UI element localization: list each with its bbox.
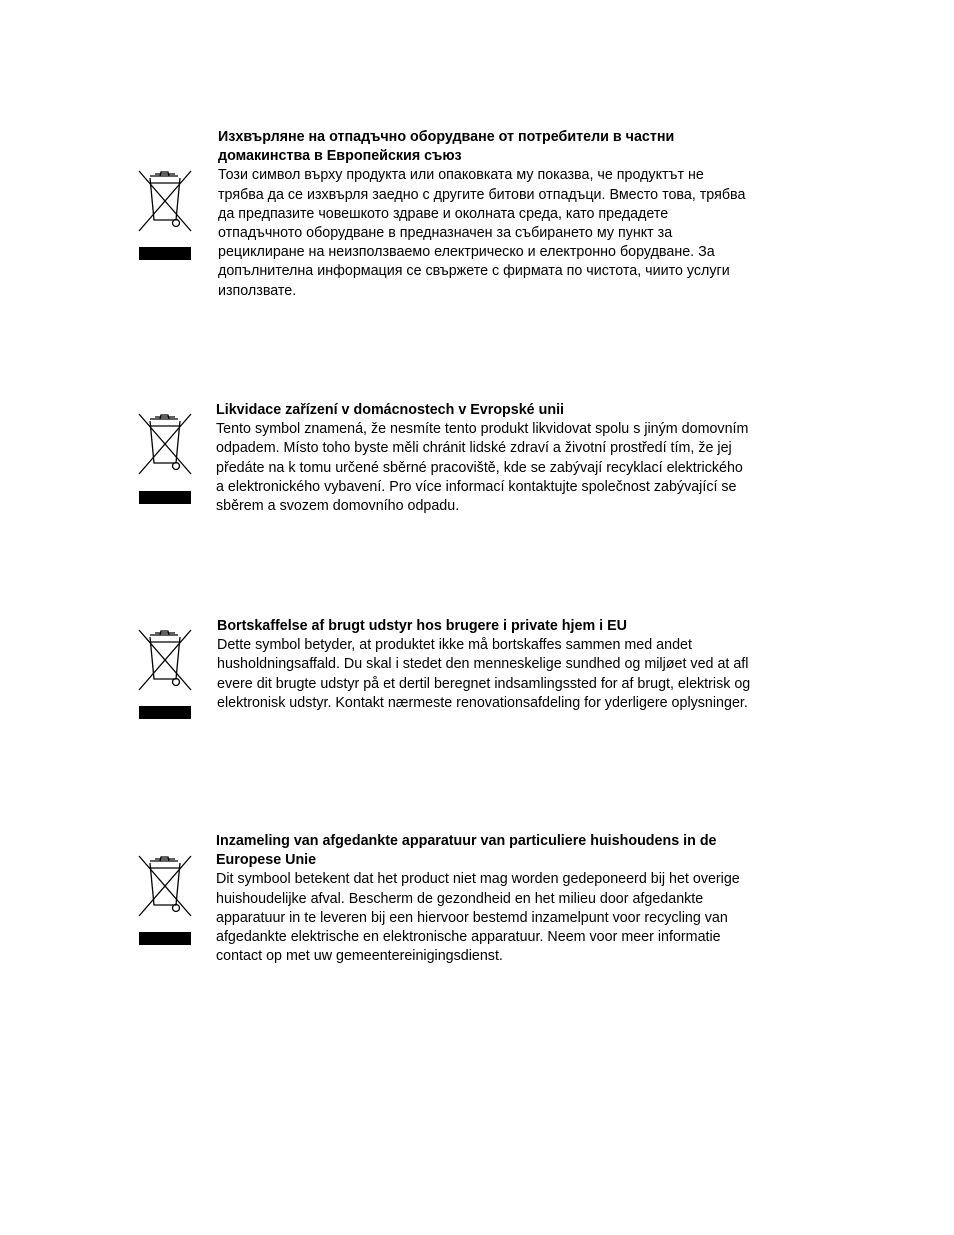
black-bar-marker (139, 247, 191, 260)
black-bar-marker (139, 932, 191, 945)
section-text (218, 128, 753, 301)
crossed-out-wheeled-bin-icon (137, 853, 193, 919)
section-text (216, 401, 751, 516)
section-title: Inzameling van afgedankte apparatuur van particuliere huishoudens in de Europese Unie (216, 833, 717, 869)
section-body: Dette symbol betyder, at produktet ikke må bortskaffes sammen med andet husholdningsaffald. Du skal i stedet den menneskelige sundhed og miljøet ved at afl evere dit brugte udstyr på et dertil beregnet indsamlingssted for af brugt, elektrisk og elektronisk udstyr. Kontakt nærmeste renovationsafdeling for yderligere oplysninger. (217, 637, 751, 711)
section-body: Dit symbool betekent dat het product niet mag worden gedeponeerd bij het overige huishoudelijke afval. Bescherm de gezondheid en het milieu door afgedankte apparatuur in te leveren bij een hiervoor bestemd inzamelpunt voor recycling van afgedankte elektrische en elektronische apparatuur. Neem voor meer informatie contact op met uw gemeentereinigingsdienst. (216, 871, 740, 965)
section-text (216, 832, 751, 966)
section-title: Likvidace zařízení v domácnostech v Evropské unii (216, 402, 565, 418)
black-bar-marker (139, 706, 191, 719)
section-body: Този символ върху продукта или опаковката му показва, че продуктът не трябва да се изхвърля заедно с другите битови отпадъци. Вместо това, трябва да предпазите човешкото здраве и околната среда, като предадете отпадъчното оборудване в предназначен за събирането му пункт за рециклиране на неизползваемо електрическо и електронно борудване. За допълнителна информация се свържете с фирмата по чистота, чиито услуги използвате. (218, 167, 746, 299)
section-title: Изхвърляне на отпадъчно оборудване от потребители в частни домакинства в Европейския съюз (218, 129, 675, 165)
crossed-out-wheeled-bin-icon (137, 627, 193, 693)
section-text (217, 617, 752, 713)
section-title: Bortskaffelse af brugt udstyr hos brugere i private hjem i EU (217, 618, 627, 634)
black-bar-marker (139, 491, 191, 504)
crossed-out-wheeled-bin-icon (137, 411, 193, 477)
crossed-out-wheeled-bin-icon (137, 168, 193, 234)
section-body: Tento symbol znamená, že nesmíte tento produkt likvidovat spolu s jiným domovním odpadem. Místo toho byste měli chránit lidské zdraví a životní prostředí tím, že jej předáte na k tomu určené sběrné pracoviště, kde se zabývají recyklací elektrického a elektronického vybavení. Pro více informací kontaktujte společnost zabývající se sběrem a svozem domovního odpadu. (216, 421, 749, 515)
